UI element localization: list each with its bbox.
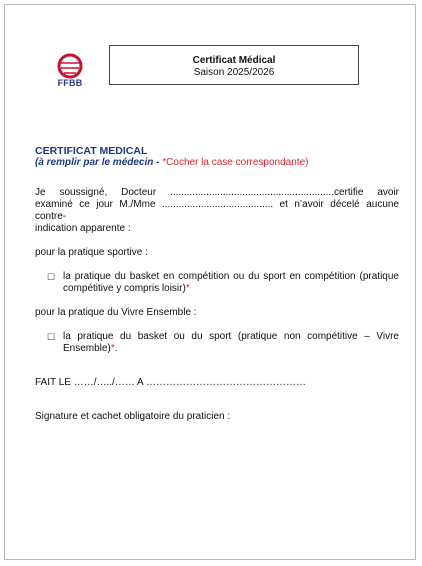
vivre-option-line-1: la pratique du basket ou du sport (pratique non compétitive – Vivre	[63, 331, 399, 342]
section-subtitle	[35, 157, 399, 169]
subtitle-instruction: *Cocher la case correspondante	[162, 157, 306, 168]
subtitle-main: (à remplir par le médecin -	[35, 157, 163, 168]
sport-option-line-2-text: compétitive y compris loisir)	[63, 283, 186, 294]
vivre-option-line-2	[63, 343, 399, 355]
vivre-option	[35, 331, 399, 355]
fait-le-line: FAIT LE ……/…../…… A …………………………………………	[35, 377, 306, 388]
intro-line-3: indication apparente :	[35, 223, 131, 234]
document-page	[4, 4, 416, 560]
header-season: Saison 2025/2026	[193, 67, 275, 78]
sport-option-line-1: la pratique du basket en compétition ou du sport en compétition (pratique	[63, 271, 399, 282]
vivre-star: *	[110, 343, 115, 354]
sport-label: pour la pratique sportive :	[35, 247, 148, 258]
signature-line: Signature et cachet obligatoire du praticien :	[35, 411, 231, 422]
intro-paragraph	[35, 187, 399, 235]
sport-option	[35, 271, 399, 295]
checkbox-vivre-ensemble[interactable]: ☐	[47, 332, 56, 342]
section-title: CERTIFICAT MEDICAL	[35, 145, 148, 157]
checkbox-competition[interactable]: ☐	[47, 272, 56, 282]
sport-star: *	[185, 283, 190, 294]
header-title: Certificat Médical	[192, 55, 276, 66]
sport-option-line-2	[63, 283, 399, 295]
certificate-content	[35, 145, 399, 423]
vivre-option-line-2-text: Ensemble)	[63, 343, 111, 354]
intro-line-2: examiné ce jour M./Mme ........................................ et n’avoir décelé aucune contre-	[35, 199, 399, 222]
intro-line-1: Je soussigné, Docteur ...........................................................certifie avoir	[35, 187, 399, 198]
vivre-dot: .	[114, 343, 118, 354]
header-box	[109, 45, 359, 85]
subtitle-end: )	[305, 157, 309, 168]
logo-text: FFBB	[57, 78, 83, 88]
vivre-label: pour la pratique du Vivre Ensemble :	[35, 307, 197, 318]
sport-option-text	[57, 271, 399, 295]
vivre-option-text	[57, 331, 399, 355]
